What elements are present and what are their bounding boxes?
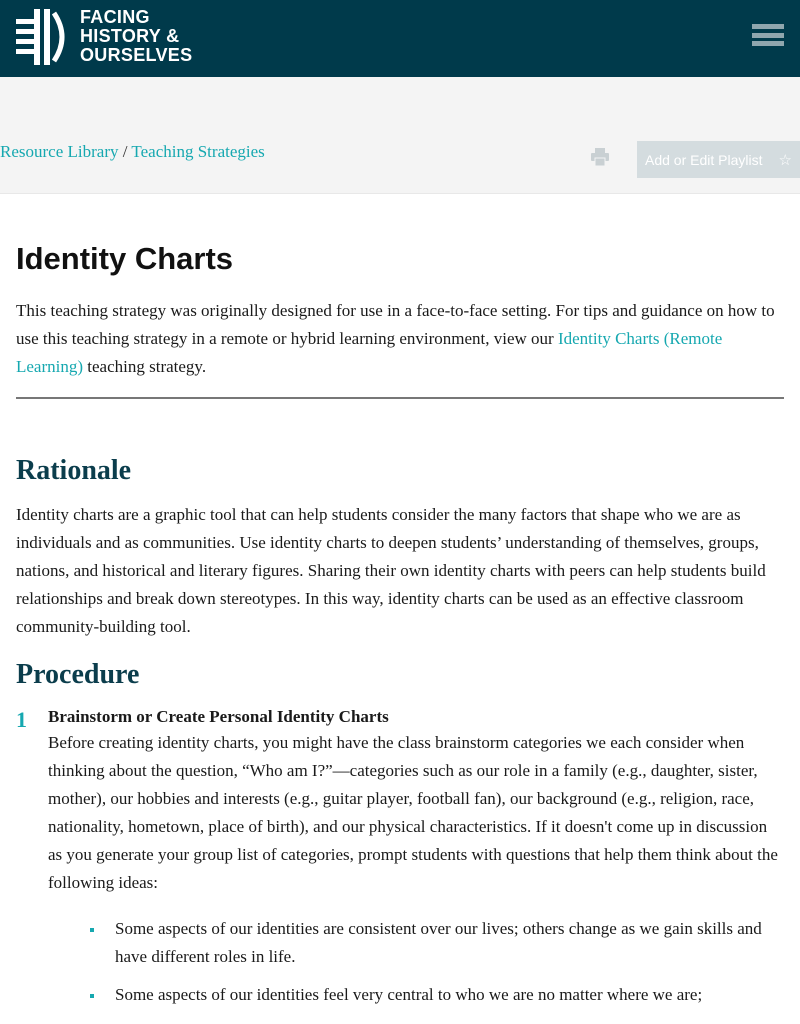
breadcrumb-teaching-strategies[interactable]: Teaching Strategies [131,142,265,161]
step-bullets [48,915,784,1009]
step-number: 1 [16,707,27,732]
rationale-text: Identity charts are a graphic tool that can help students consider the many factors that shape who we are as individuals and as communities. Use identity charts to deepen students’ understanding of themselves, groups, nations, and historical and literary figures. Sharing their own identity charts with peers can help students build relationships and break down stereotypes. In this way, identity charts can be used as an effective classroom community-building tool. [16,505,766,636]
intro-text: teaching strategy. [83,357,207,376]
logo-line: OURSELVES [80,45,193,65]
logo-line: HISTORY & [80,26,180,46]
logo-text [80,8,192,65]
facing-history-logo[interactable] [16,8,192,65]
playlist-label: Add or Edit Playlist [645,151,763,168]
star-icon: ☆ [778,151,792,169]
procedure-step [16,705,784,1019]
site-header [0,0,800,77]
remote-learning-link[interactable]: Identity Charts (Remote Learning) [16,329,723,376]
breadcrumb [0,142,265,162]
logo-line: FACING [80,7,150,27]
breadcrumb-resource-library[interactable]: Resource Library [0,142,119,161]
logo-icon [16,9,74,65]
intro-text: This teaching strategy was originally designed for use in a face-to-face setting. For tips and guidance on how to use this teaching strategy in a remote or hybrid learning environment, view our [16,301,775,348]
list-item: Some aspects of our identities feel very central to who we are no matter where we are; [88,981,784,1009]
hamburger-menu-icon[interactable] [752,24,784,46]
breadcrumb-separator: / [122,142,128,161]
step-title: Brainstorm or Create Personal Identity Charts [48,707,389,726]
print-icon[interactable] [590,147,610,167]
rationale-heading: Rationale [16,455,132,486]
main-content [0,241,800,1019]
add-edit-playlist-button[interactable] [637,141,800,178]
divider [16,397,784,399]
toolbar [0,77,800,194]
page-title: Identity Charts [16,241,234,276]
step-text: Before creating identity charts, you might have the class brainstorm categories we each consider when thinking about the question, “Who am I?”—categories such as our role in a family (e.g., daughter, sister, mother), our hobbies and interests (e.g., guitar player, football fan), our background (e.g., religion, race, nationality, hometown, place of birth), and our physical characteristics. If it doesn't come up in discussion as you generate your group list of categories, prompt students with questions that help them think about the following ideas: [48,733,778,892]
list-item: Some aspects of our identities are consistent over our lives; others change as we gain skills and have different roles in life. [88,915,784,971]
procedure-heading: Procedure [16,659,140,690]
intro-paragraph [16,297,784,381]
